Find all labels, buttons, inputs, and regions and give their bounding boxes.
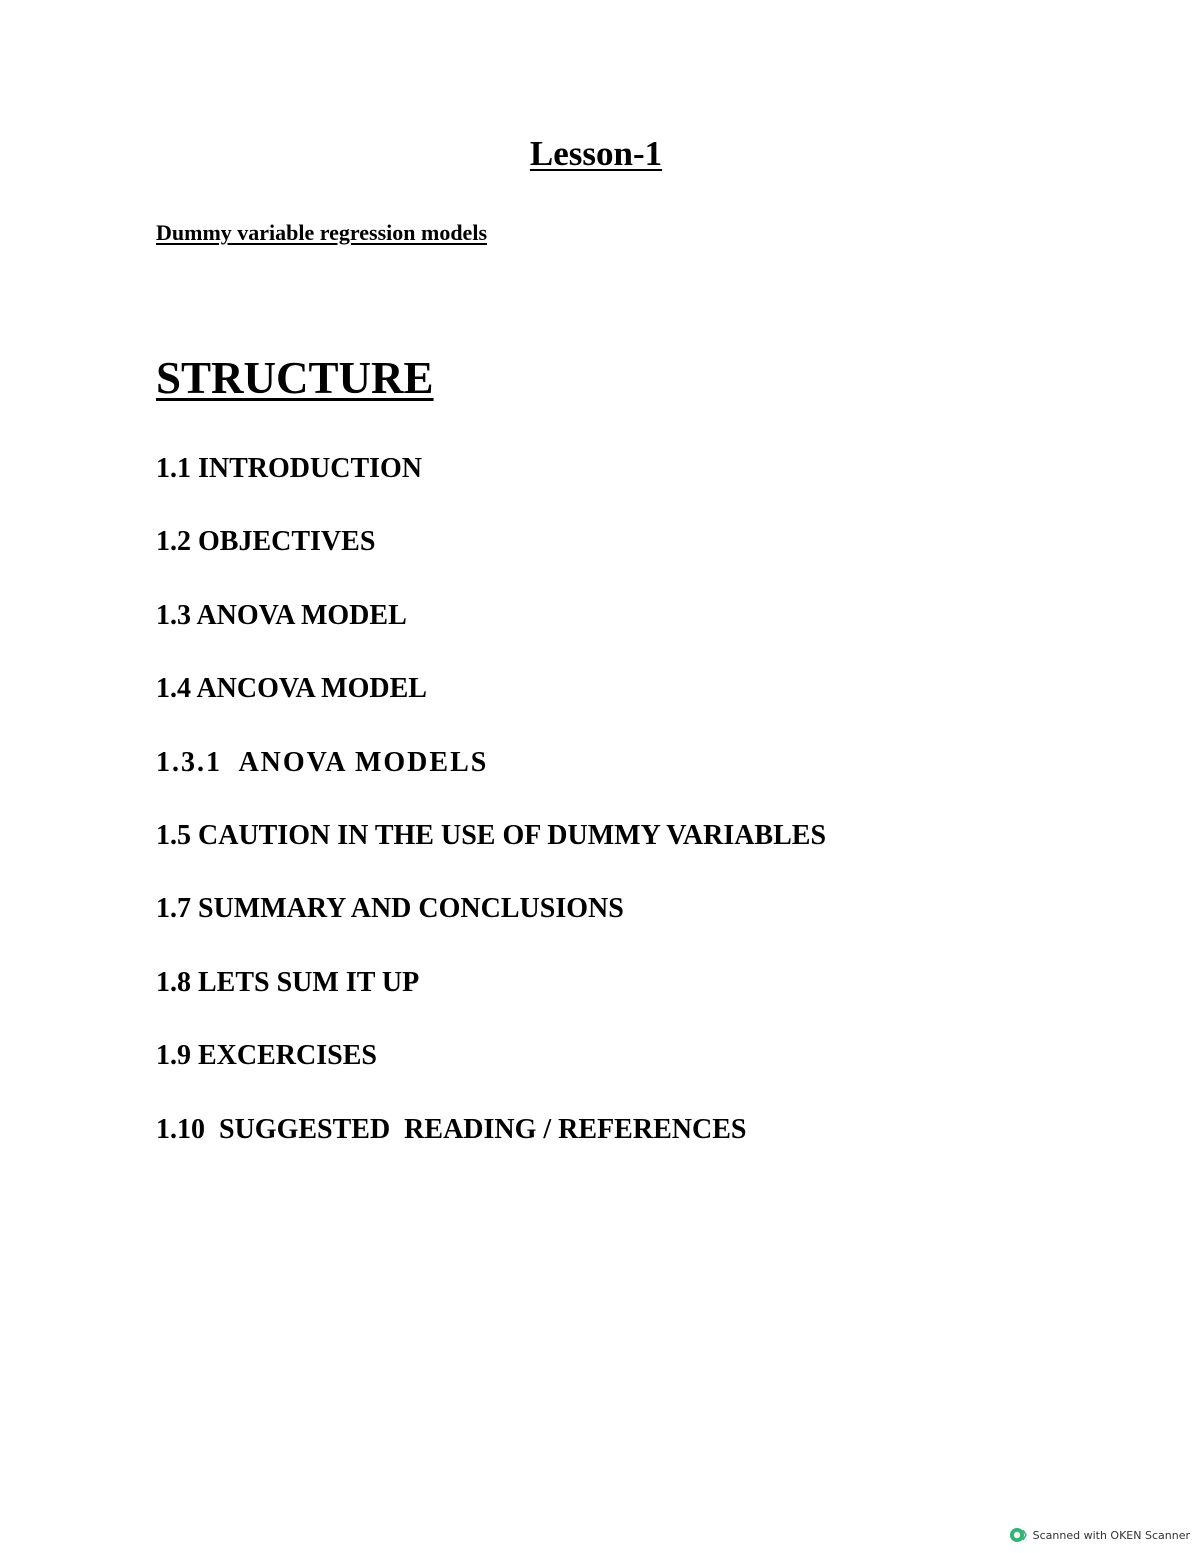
- toc-item: 1.7 SUMMARY AND CONCLUSIONS: [156, 893, 624, 925]
- structure-heading: STRUCTURE: [156, 353, 434, 403]
- toc-item: 1.5 CAUTION IN THE USE OF DUMMY VARIABLES: [156, 819, 827, 851]
- scanner-watermark: [1009, 1526, 1190, 1544]
- toc-item: 1.4 ANCOVA MODEL: [156, 673, 427, 705]
- oken-scanner-logo-icon: [1009, 1526, 1027, 1544]
- toc-item: 1.8 LETS SUM IT UP: [156, 966, 420, 998]
- scanner-text: Scanned with OKEN Scanner: [1032, 1528, 1190, 1542]
- toc-item: 1.3 ANOVA MODEL: [156, 599, 407, 631]
- lesson-subtitle: Dummy variable regression models: [156, 220, 487, 245]
- lesson-title: Lesson-1: [529, 134, 663, 173]
- toc-item: 1.3.1 ANOVA MODELS: [156, 746, 489, 778]
- toc-item: 1.10 SUGGESTED READING / REFERENCES: [156, 1113, 747, 1145]
- toc-item: 1.9 EXCERCISES: [156, 1040, 377, 1072]
- table-of-contents: [156, 452, 826, 1186]
- toc-item: 1.1 INTRODUCTION: [156, 453, 423, 484]
- toc-item: 1.2 OBJECTIVES: [156, 526, 376, 558]
